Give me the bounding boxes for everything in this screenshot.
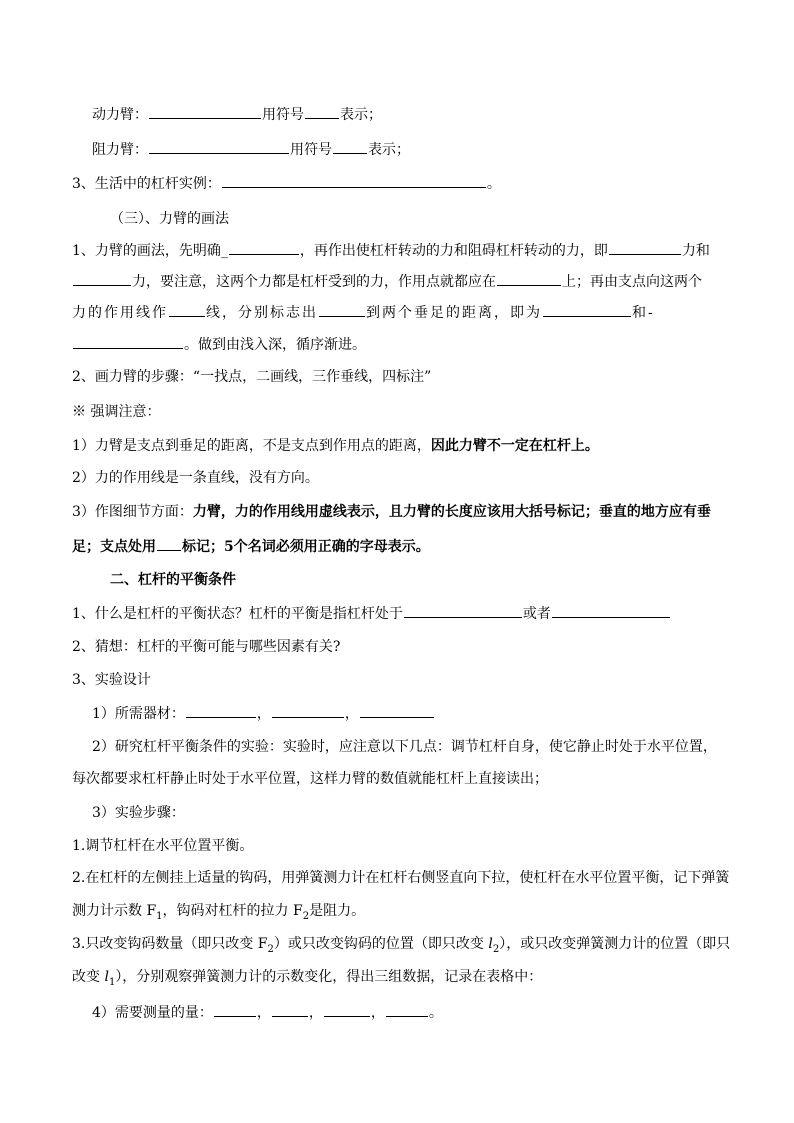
line-resistance-arm — [92, 139, 742, 160]
text: ， — [256, 706, 271, 722]
text: 二、杠杆的平衡条件 — [110, 572, 236, 588]
text: 是阻力。 — [309, 903, 366, 919]
line-measurements — [92, 1002, 742, 1023]
line-dynamic-arm — [92, 104, 742, 125]
text: 因此力臂不一定在杠杆上。 — [430, 438, 599, 454]
text: 1）力臂是支点到垂足的距离，不是支点到作用点的距离， — [72, 438, 431, 454]
line-note-1 — [72, 436, 722, 456]
text: ， — [370, 1005, 385, 1021]
fill-blank[interactable] — [214, 1002, 256, 1017]
text: 3）实验步骤： — [92, 805, 185, 821]
text: 足；支点处用 — [72, 539, 156, 555]
text: 力的作用线作 — [72, 305, 168, 321]
text: 改变 — [72, 969, 105, 985]
text: 1.调节杠杆在水平位置平衡。 — [72, 838, 254, 854]
line-drawing-method-4 — [72, 334, 722, 355]
fill-blank[interactable] — [497, 271, 561, 286]
text: 1）所需器材： — [92, 706, 185, 722]
text: 动力臂： — [92, 107, 148, 123]
line-experiment-design — [72, 670, 722, 690]
fill-blank[interactable] — [272, 703, 344, 718]
text: （三）、力臂的画法 — [110, 211, 229, 227]
line-study-conditions — [92, 737, 742, 757]
line-step-3 — [72, 934, 731, 960]
text: ， — [256, 1005, 271, 1021]
line-step-3-cont — [72, 967, 722, 993]
text: ※ 强调注意： — [72, 404, 161, 420]
text: 4）需要测量的量： — [92, 1005, 213, 1021]
section-heading-arm-drawing — [110, 209, 760, 229]
text: 和- — [632, 305, 655, 321]
text: 上；再由支点向这两个 — [562, 274, 702, 290]
subscript: 1 — [156, 910, 163, 922]
line-note-3-cont — [72, 536, 722, 557]
line-lever-examples — [72, 173, 722, 194]
text: 1、力臂的画法，先明确_ — [72, 243, 228, 259]
text: 阻力臂： — [92, 142, 148, 158]
fill-blank[interactable] — [169, 302, 205, 317]
line-step-1 — [72, 836, 722, 856]
fill-blank[interactable] — [222, 173, 486, 188]
text: 3.只改变钩码数量（即只改变 F — [72, 936, 268, 952]
fill-blank[interactable] — [609, 240, 681, 255]
text: 2.在杠杆的左侧挂上适量的钩码，用弹簧测力计在杠杆右侧竖直向下拉，使杠杆在水平位置平衡，记下弹簧 — [72, 870, 730, 886]
fill-blank[interactable] — [404, 603, 522, 618]
text: 2）研究杠杆平衡条件的实验：实验时，应注意以下几点：调节杠杆自身，使它静止时处于水平位置， — [92, 739, 717, 755]
text: 力，要注意，这两个力都是杠杆受到的力，作用点就都应在 — [132, 274, 496, 290]
text: 3、实验设计 — [72, 672, 151, 688]
fill-blank[interactable] — [543, 302, 631, 317]
fill-blank[interactable] — [324, 1002, 370, 1017]
text: 2）力的作用线是一条直线，没有方向。 — [72, 470, 319, 486]
text: 线，分别标志出 — [206, 305, 318, 321]
line-drawing-steps — [72, 367, 722, 387]
section-heading-equilibrium — [110, 570, 760, 590]
text: 表示； — [340, 107, 382, 123]
fill-blank[interactable] — [229, 240, 299, 255]
line-step-2 — [72, 868, 730, 888]
text: 3）作图细节方面： — [72, 504, 193, 520]
line-step-2-cont — [72, 901, 722, 927]
text: 力和 — [681, 243, 710, 259]
text: ， — [308, 1005, 323, 1021]
fill-blank[interactable] — [157, 536, 181, 551]
text: 。 — [486, 176, 501, 192]
text: ），或只改变弹簧测力计的位置（即只 — [499, 936, 731, 952]
subscript: 2 — [492, 943, 500, 955]
fill-blank[interactable] — [186, 703, 256, 718]
fill-blank[interactable] — [272, 1002, 308, 1017]
fill-blank[interactable] — [360, 703, 434, 718]
fill-blank[interactable] — [552, 603, 670, 618]
text: 。 — [428, 1005, 443, 1021]
fill-blank[interactable] — [305, 104, 339, 119]
text: 1、什么是杠杆的平衡状态？杠杆的平衡是指杠杆处于 — [72, 606, 403, 622]
text: 2、猜想：杠杆的平衡可能与哪些因素有关? — [72, 639, 341, 655]
text: 表示； — [368, 142, 410, 158]
text: 到两个垂足的距离，即为 — [366, 305, 542, 321]
line-guess — [72, 637, 722, 657]
line-study-conditions-cont — [72, 769, 722, 789]
text: 2、画力臂的步骤：“一找点，二画线，三作垂线，四标注” — [72, 369, 432, 385]
fill-blank[interactable] — [149, 139, 289, 154]
text: 用符号 — [290, 142, 332, 158]
text: 力臂，力的作用线用虚线表示，且力臂的长度应该用大括号标记；垂直的地方应有垂 — [192, 504, 711, 520]
subscript: 2 — [267, 943, 274, 955]
line-equipment — [92, 703, 742, 724]
text: 3、生活中的杠杆实例： — [72, 176, 221, 192]
line-drawing-method-2 — [72, 271, 722, 292]
text: 测力计示数 F — [72, 903, 157, 919]
text: 或者 — [522, 606, 551, 622]
line-note-3 — [72, 502, 722, 522]
line-drawing-method-1 — [72, 240, 722, 261]
line-emphasis-heading — [72, 402, 722, 422]
fill-blank[interactable] — [319, 302, 365, 317]
text: 标记；5个名词必须用正确的字母表示。 — [182, 539, 430, 555]
fill-blank[interactable] — [149, 104, 261, 119]
text: ，钩码对杠杆的拉力 F — [162, 903, 303, 919]
line-steps-heading — [92, 803, 742, 823]
text: ）或只改变钩码的位置（即只改变 — [273, 936, 489, 952]
line-note-2 — [72, 468, 722, 488]
text: 。做到由浅入深，循序渐进。 — [184, 337, 366, 353]
text: 用符号 — [262, 107, 304, 123]
fill-blank[interactable] — [333, 139, 367, 154]
text: ，再作出使杠杆转动的力和阻碍杠杆转动的力，即 — [299, 243, 608, 259]
subscript: 2 — [302, 910, 310, 922]
line-drawing-method-3 — [72, 302, 722, 323]
subscript: 1 — [108, 976, 116, 988]
fill-blank[interactable] — [386, 1002, 428, 1017]
variable: l — [488, 936, 493, 952]
line-equilibrium-state — [72, 603, 722, 624]
fill-blank[interactable] — [73, 334, 183, 349]
text: ），分别观察弹簧测力计的示数变化，得出三组数据，记录在表格中： — [115, 969, 543, 985]
fill-blank[interactable] — [73, 271, 131, 286]
text: ， — [344, 706, 359, 722]
text: 每次都要求杠杆静止时处于水平位置，这样力臂的数值就能杠杆上直接读出； — [72, 771, 548, 787]
variable: l — [104, 969, 109, 985]
